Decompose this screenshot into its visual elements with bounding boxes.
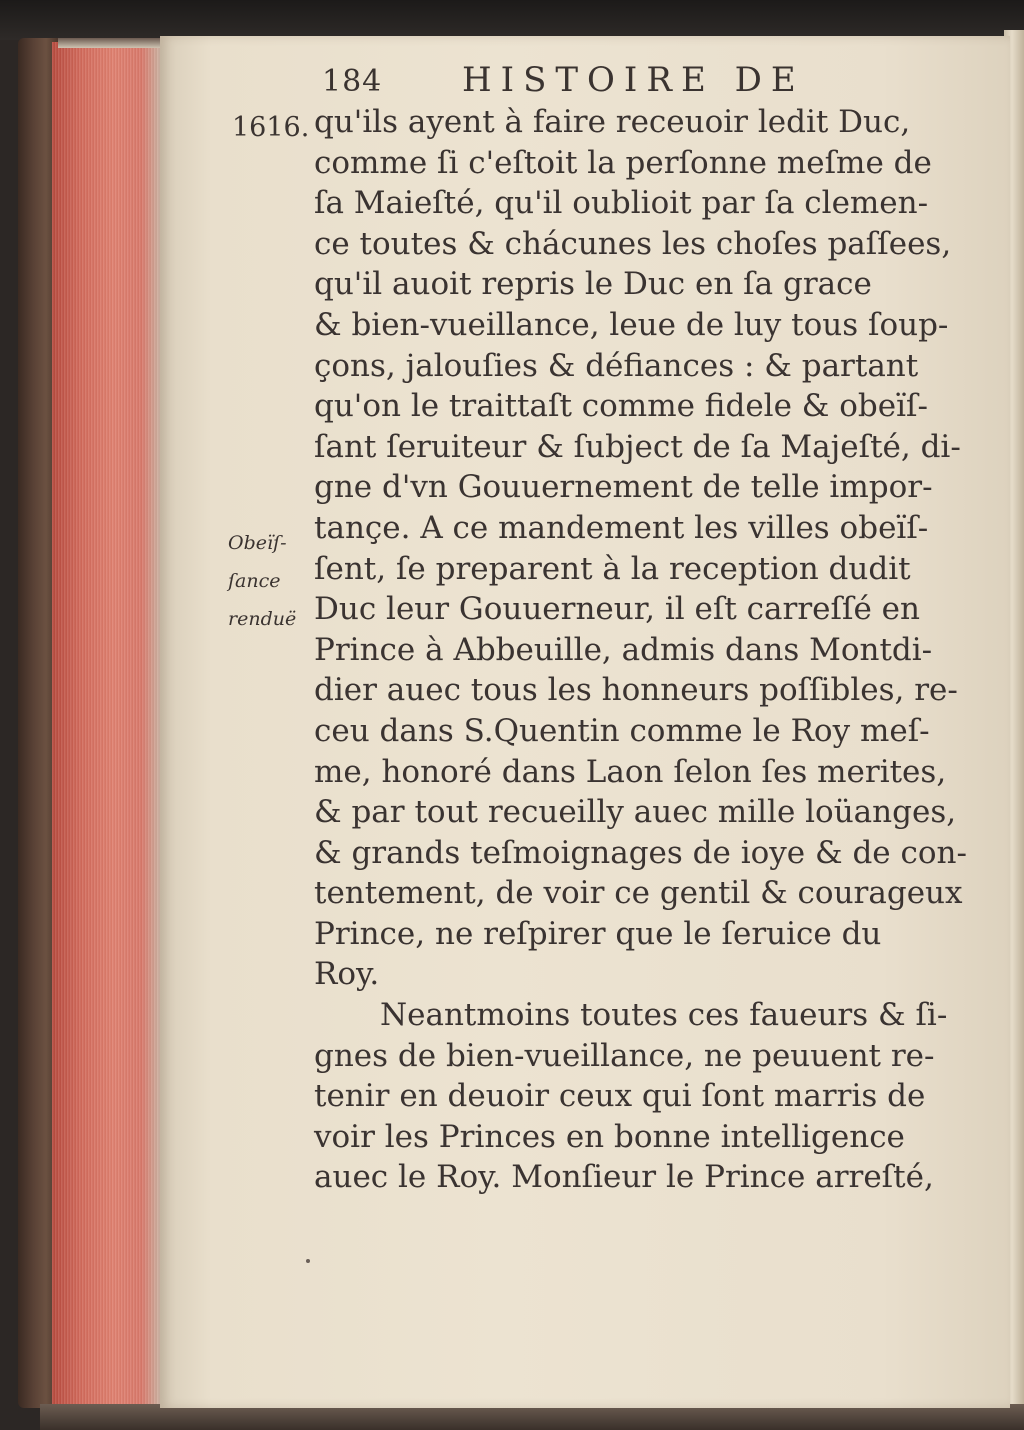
text-line: Duc leur Gouuerneur, il eſt carreſſé en: [314, 591, 920, 628]
margin-year: 1616.: [232, 112, 310, 143]
text-line: ſant ſeruiteur & ſubject de ſa Majeſté, di-: [314, 428, 961, 465]
margin-note-line: ſance: [228, 570, 281, 592]
page-number: 184: [322, 64, 383, 99]
margin-note-line: renduë: [228, 608, 297, 630]
text-line: comme ſi c'eſtoit la perſonne meſme de: [314, 144, 932, 181]
text-line: qu'on le traittaſt comme fidele & obeïſ-: [314, 388, 928, 425]
text-line: ce toutes & chácunes les choſes paſſees,: [314, 225, 952, 262]
running-title: HISTOIRE DE: [462, 60, 805, 100]
margin-note-line: Obeïſ-: [228, 532, 287, 554]
text-line: Prince, ne reſpirer que le ſeruice du: [314, 915, 882, 952]
text-line: Neantmoins toutes ces faueurs & ſi-: [380, 997, 948, 1034]
text-line: qu'ils ayent à faire receuoir ledit Duc,: [314, 104, 911, 140]
text-line: & bien-vueillance, leue de luy tous ſoup-: [314, 306, 949, 343]
body-text: [314, 102, 974, 1198]
margin-note: [228, 524, 296, 638]
running-header: [322, 60, 805, 100]
text-line: Prince à Abbeuille, admis dans Montdi-: [314, 631, 933, 668]
text-line: tançe. A ce mandement les villes obeïſ-: [314, 509, 929, 546]
text-line: ſent, ſe preparent à la reception dudit: [314, 550, 911, 587]
backdrop: [0, 0, 1024, 40]
text-line: & par tout recueilly auec mille loüanges,: [314, 794, 957, 831]
text-line: ceu dans S.Quentin comme le Roy meſ-: [314, 712, 930, 749]
text-line: ſa Maieſté, qu'il oublioit par ſa clemen-: [314, 185, 929, 222]
text-line: Roy.: [314, 956, 380, 993]
text-line: voir les Princes en bonne intelligence: [314, 1118, 905, 1155]
ink-speck: [306, 1259, 310, 1263]
text-line: gnes de bien-vueillance, ne peuuent re-: [314, 1037, 935, 1074]
text-line: me, honoré dans Laon ſelon ſes merites,: [314, 753, 947, 790]
text-line: çons, jalouſies & défiances : & partant: [314, 347, 919, 384]
text-line: gne d'vn Gouuernement de telle impor-: [314, 469, 933, 506]
text-line: tentement, de voir ce gentil & courageux: [314, 875, 963, 912]
red-page-edges: [52, 42, 164, 1408]
text-line: & grands teſmoignages de ioye & de con-: [314, 834, 967, 871]
text-line: qu'il auoit repris le Duc en ſa grace: [314, 266, 872, 303]
text-line: dier auec tous les honneurs poſſibles, re-: [314, 672, 958, 709]
text-line: tenir en deuoir ceux qui ſont marris de: [314, 1078, 926, 1115]
text-line: auec le Roy. Monſieur le Prince arreſté,: [314, 1159, 934, 1196]
